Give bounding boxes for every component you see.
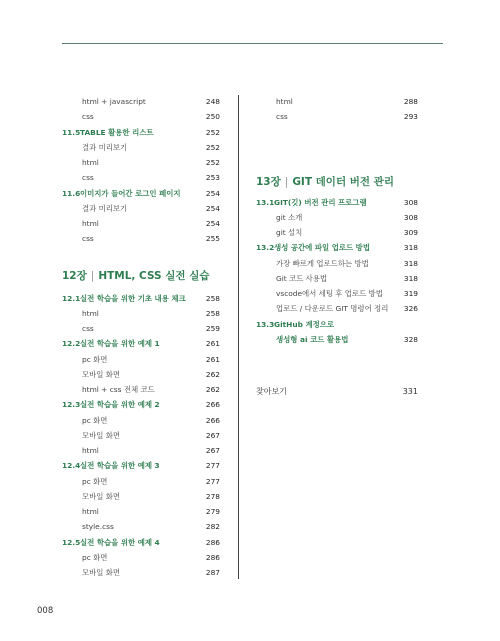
toc-section-row[interactable] — [62, 535, 220, 550]
toc-entry-row[interactable] — [256, 225, 418, 240]
entry-label: pc 화면 — [82, 476, 108, 486]
toc-entry-row[interactable] — [62, 550, 220, 565]
toc-block-chapter12 — [62, 291, 220, 581]
page-ref: 266 — [205, 415, 220, 425]
entry-label: 모바일 화면 — [82, 369, 121, 379]
entry-label: 실전 학습을 위한 예제 1 — [80, 339, 160, 349]
toc-entry-row[interactable] — [256, 332, 418, 347]
toc-entry-row[interactable] — [62, 231, 220, 246]
page-ref: 318 — [403, 273, 418, 283]
page-ref: 250 — [205, 112, 220, 122]
page-ref: 267 — [205, 446, 220, 455]
page-ref: 319 — [403, 289, 418, 298]
entry-label: GitHub 계정으로 — [274, 319, 335, 329]
toc-entry-row[interactable] — [256, 256, 418, 271]
page-ref: 282 — [205, 522, 220, 532]
top-rule — [62, 43, 443, 44]
entry-label: TABLE 활용한 리스트 — [80, 127, 154, 137]
page-ref: 255 — [205, 234, 220, 244]
toc-entry-row[interactable] — [62, 382, 220, 397]
entry-label: git 소개 — [276, 212, 303, 222]
chapter-separator: | — [90, 269, 95, 282]
page-ref: 253 — [205, 173, 220, 183]
chapter-separator: | — [284, 175, 289, 188]
entry-label: css — [82, 112, 94, 122]
entry-label: html + javascript — [82, 97, 146, 106]
entry-label: 모바일 화면 — [82, 568, 121, 577]
entry-label: pc 화면 — [82, 415, 108, 425]
entry-label: css — [82, 324, 94, 333]
index-entry[interactable] — [256, 384, 418, 400]
page-ref: 278 — [205, 491, 220, 501]
toc-entry-row[interactable] — [62, 443, 220, 458]
section-number: 12.2 — [62, 339, 81, 349]
page-ref: 266 — [205, 400, 220, 410]
entry-label: html — [82, 219, 99, 228]
section-number: 13.2 — [256, 243, 275, 253]
entry-label: GIT(깃) 버전 관리 프로그램 — [274, 197, 367, 207]
toc-entry-row[interactable] — [62, 170, 220, 185]
section-number: 12.4 — [62, 461, 81, 471]
chapter-number: 12장 — [62, 269, 87, 282]
toc-entry-row[interactable] — [62, 504, 220, 519]
toc-block-chapter11-tail — [62, 94, 220, 247]
page-ref: 267 — [205, 430, 220, 440]
page-ref: 308 — [403, 197, 418, 207]
entry-label: pc 화면 — [82, 354, 108, 364]
toc-entry-row[interactable] — [62, 321, 220, 336]
toc-section-row[interactable] — [62, 336, 220, 351]
toc-entry-row[interactable] — [62, 367, 220, 382]
index-label: 찾아보기 — [256, 387, 287, 396]
entry-label: 이미지가 들어간 로그인 페이지 — [80, 188, 181, 198]
toc-entry-row[interactable] — [62, 474, 220, 489]
page-ref: 326 — [403, 304, 418, 314]
entry-label: 생성형 ai 코드 활용법 — [276, 334, 349, 344]
page-number: 008 — [37, 606, 54, 616]
page-ref: 286 — [205, 537, 220, 547]
toc-entry-row[interactable] — [256, 210, 418, 225]
toc-entry-row[interactable] — [62, 155, 220, 170]
page-ref: 262 — [205, 385, 220, 394]
page-ref: 309 — [403, 228, 418, 237]
page-ref: 254 — [205, 188, 220, 198]
entry-label: html + css 전체 코드 — [82, 385, 155, 394]
entry-label: 결과 미리보기 — [82, 142, 128, 152]
page-ref: 308 — [403, 212, 418, 222]
chapter-13-heading — [256, 171, 418, 193]
toc-entry-row[interactable] — [62, 519, 220, 534]
page-ref: 262 — [205, 369, 220, 379]
entry-label: 업로드 / 다운로드 GIT 명령어 정리 — [276, 304, 389, 314]
toc-section-row[interactable] — [62, 291, 220, 306]
entry-label: 실전 학습을 위한 예제 3 — [80, 461, 160, 471]
toc-block-chapter12-tail — [256, 94, 418, 125]
column-divider — [238, 95, 239, 579]
toc-section-row[interactable] — [256, 240, 418, 255]
toc-section-row[interactable] — [62, 125, 220, 140]
toc-entry-row[interactable] — [62, 109, 220, 124]
page-ref: 248 — [205, 97, 220, 106]
toc-entry-row[interactable] — [62, 216, 220, 231]
page-ref: 252 — [205, 127, 220, 137]
entry-label: 실전 학습을 위한 예제 4 — [80, 537, 160, 547]
entry-label: html — [82, 507, 99, 516]
section-number: 13.1 — [256, 197, 275, 207]
entry-label: css — [82, 173, 94, 183]
section-number: 12.1 — [62, 293, 81, 303]
toc-entry-row[interactable] — [62, 201, 220, 216]
index-page: 331 — [402, 387, 418, 396]
chapter-title: HTML, CSS 실전 실습 — [98, 269, 210, 282]
toc-right-column — [256, 94, 418, 400]
entry-label: git 설치 — [276, 228, 303, 237]
toc-entry-row[interactable] — [62, 565, 220, 580]
section-number: 11.5 — [62, 127, 81, 137]
toc-section-row[interactable] — [62, 186, 220, 201]
entry-label: 생성 공간에 파일 업로드 방법 — [274, 243, 370, 253]
page-ref: 252 — [205, 158, 220, 167]
entry-label: vscode에서 세팅 후 업로드 방법 — [276, 289, 383, 298]
toc-section-row[interactable] — [256, 317, 418, 332]
toc-entry-row[interactable] — [256, 94, 418, 109]
entry-label: css — [82, 234, 94, 244]
page-ref: 279 — [205, 507, 220, 516]
toc-block-chapter13 — [256, 195, 418, 348]
entry-label: 실전 학습을 위한 예제 2 — [80, 400, 160, 410]
toc-entry-row[interactable] — [256, 301, 418, 316]
entry-label: style.css — [82, 522, 114, 532]
chapter-12-heading — [62, 265, 220, 287]
page-ref: 254 — [205, 203, 220, 213]
page-ref: 288 — [403, 97, 418, 106]
page-ref: 293 — [403, 112, 418, 122]
entry-label: 모바일 화면 — [82, 491, 121, 501]
page-ref: 277 — [205, 461, 220, 471]
entry-label: html — [82, 158, 99, 167]
entry-label: html — [276, 97, 293, 106]
toc-entry-row[interactable] — [256, 286, 418, 301]
entry-label: pc 화면 — [82, 552, 108, 562]
page-ref: 287 — [205, 568, 220, 577]
chapter-title: GIT 데이터 버전 관리 — [292, 175, 394, 188]
page-ref: 318 — [403, 243, 418, 253]
entry-label: 실전 학습을 위한 기초 내용 체크 — [80, 293, 186, 303]
page-ref: 258 — [205, 293, 220, 303]
page-ref: 277 — [205, 476, 220, 486]
entry-label: 가장 빠르게 업로드하는 방법 — [276, 258, 369, 268]
toc-entry-row[interactable] — [256, 271, 418, 286]
toc-section-row[interactable] — [256, 195, 418, 210]
page-ref: 259 — [205, 324, 220, 333]
section-number: 12.5 — [62, 537, 81, 547]
entry-label: Git 코드 사용법 — [276, 273, 328, 283]
entry-label: html — [82, 308, 99, 318]
page-ref: 318 — [403, 258, 418, 268]
toc-section-row[interactable] — [62, 458, 220, 473]
page-ref: 261 — [205, 339, 220, 349]
toc-entry-row[interactable] — [62, 413, 220, 428]
toc-entry-row[interactable] — [256, 109, 418, 124]
toc-entry-row[interactable] — [62, 428, 220, 443]
toc-entry-row[interactable] — [62, 352, 220, 367]
section-number: 13.3 — [256, 319, 275, 329]
entry-label: 결과 미리보기 — [82, 203, 128, 213]
page-ref: 258 — [205, 308, 220, 318]
section-number: 11.6 — [62, 188, 81, 198]
page-ref: 286 — [205, 552, 220, 562]
page-ref: 252 — [205, 142, 220, 152]
page-ref: 261 — [205, 354, 220, 364]
toc-entry-row[interactable] — [62, 306, 220, 321]
toc-entry-row[interactable] — [62, 140, 220, 155]
entry-label: css — [276, 112, 288, 122]
toc-left-column — [62, 94, 220, 580]
toc-entry-row[interactable] — [62, 94, 220, 109]
entry-label: 모바일 화면 — [82, 430, 121, 440]
entry-label: html — [82, 446, 99, 455]
toc-entry-row[interactable] — [62, 489, 220, 504]
section-number: 12.3 — [62, 400, 81, 410]
page-ref: 328 — [403, 334, 418, 344]
page-ref: 254 — [205, 219, 220, 228]
toc-section-row[interactable] — [62, 397, 220, 412]
chapter-number: 13장 — [256, 175, 281, 188]
